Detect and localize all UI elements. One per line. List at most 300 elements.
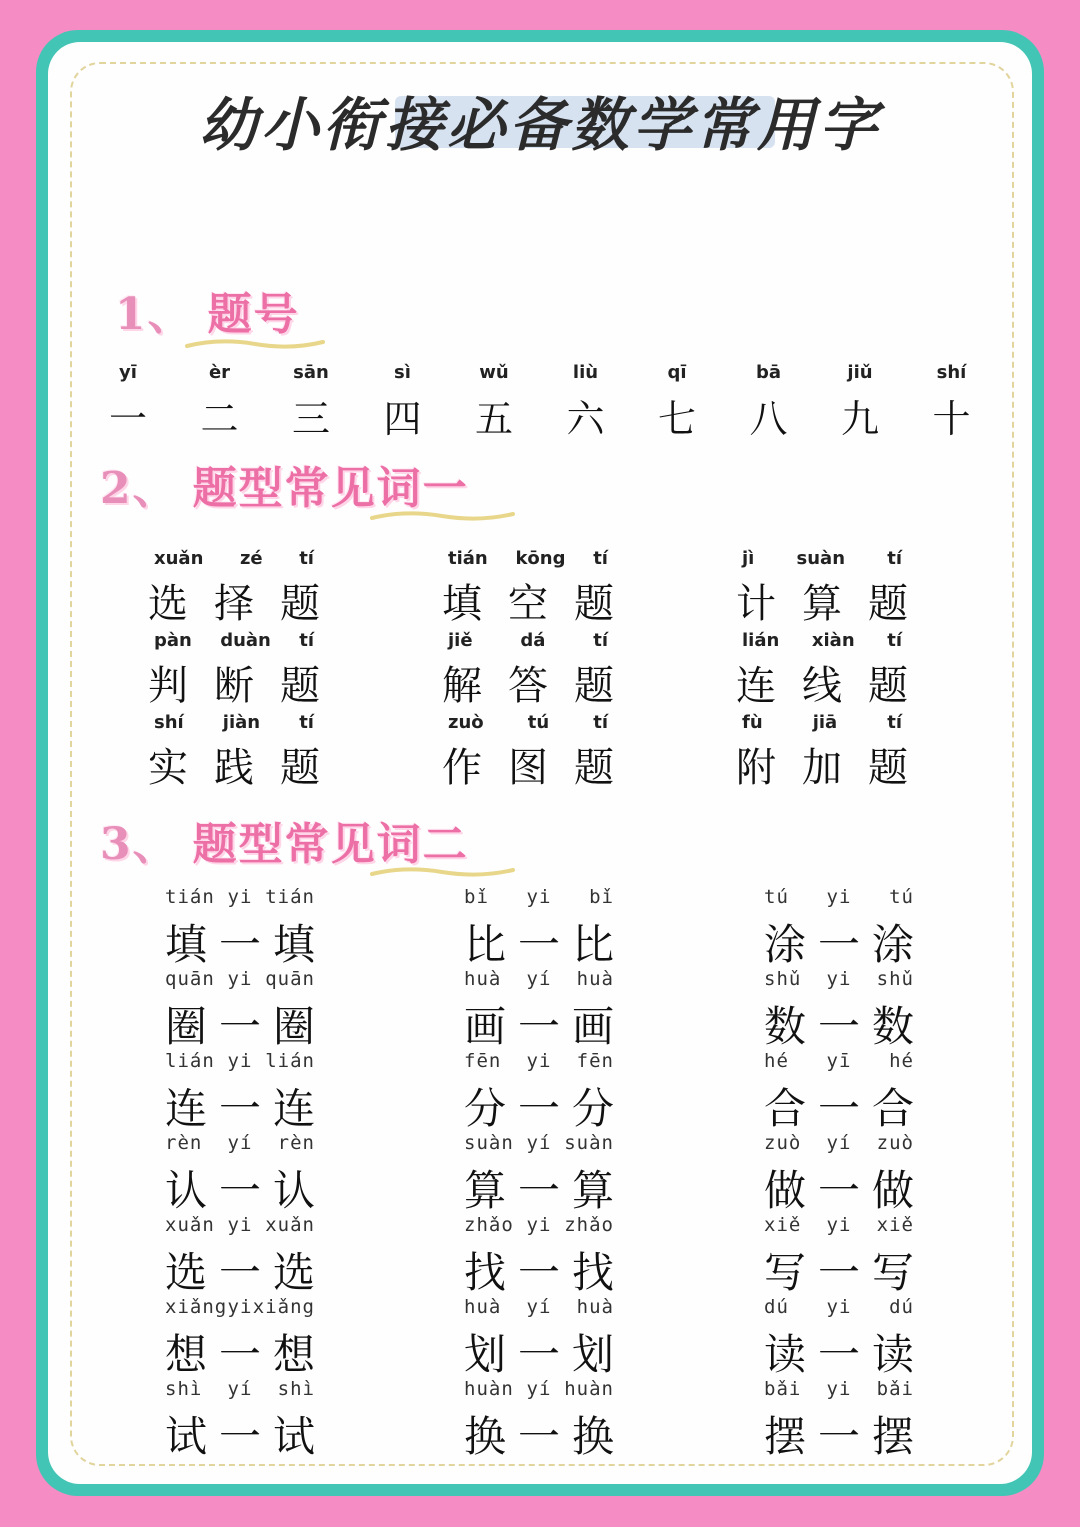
phrase-char: 数 — [764, 1002, 807, 1051]
phrase-char: 写 — [764, 1248, 807, 1297]
phrase-item — [464, 1214, 614, 1300]
word-item — [736, 548, 908, 629]
phrase-pinyin: yi — [826, 1214, 852, 1236]
phrase-pinyin: bǐ — [589, 886, 614, 908]
number-char: 九 — [840, 397, 879, 441]
phrase-pinyin-row — [464, 1296, 614, 1322]
phrase-char: 找 — [464, 1248, 507, 1297]
phrase-pinyin: tián — [265, 886, 315, 908]
phrase-item — [165, 1378, 315, 1464]
number-cell — [454, 362, 534, 443]
word-pinyin-row — [736, 548, 908, 572]
phrase-pinyin: fēn — [464, 1050, 502, 1072]
phrase-item — [165, 886, 315, 972]
section-2-number: 2、 — [100, 463, 179, 514]
phrase-char: 认 — [272, 1166, 315, 1215]
phrase-item — [464, 1378, 614, 1464]
phrase-item — [464, 968, 614, 1054]
phrase-char-row — [464, 1240, 614, 1300]
word-pinyin: lián — [742, 630, 780, 651]
phrase-pinyin: yí — [526, 968, 552, 990]
word-char: 择 — [214, 581, 254, 627]
phrase-pinyin: huà — [576, 1296, 614, 1318]
number-pinyin: bā — [755, 362, 782, 383]
word-item — [148, 548, 320, 629]
phrase-pinyin: huà — [464, 968, 502, 990]
phrase-char: 圈 — [165, 1002, 208, 1051]
phrase-pinyin: yi — [826, 968, 852, 990]
phrase-char: 画 — [571, 1002, 614, 1051]
number-cell — [546, 362, 626, 443]
phrase-char-row — [464, 1404, 614, 1464]
phrase-char: 一 — [517, 1166, 560, 1215]
phrase-pinyin-row — [165, 1132, 315, 1158]
phrase-char-row — [464, 1322, 614, 1382]
phrase-char-row — [165, 912, 315, 972]
number-cell — [729, 362, 809, 443]
word-pinyin-row — [148, 712, 320, 736]
phrase-item — [165, 1214, 315, 1300]
word-char: 实 — [148, 745, 188, 791]
word-pinyin: zé — [239, 548, 263, 569]
word-char-row — [736, 736, 908, 793]
word-pinyin: shí — [154, 712, 184, 733]
phrase-char-row — [165, 994, 315, 1054]
phrase-pinyin-row — [464, 1050, 614, 1076]
word-pinyin-row — [736, 712, 908, 736]
phrase-pinyin: shì — [165, 1378, 203, 1400]
phrase-item — [764, 1132, 914, 1218]
word-pinyin: tí — [887, 548, 902, 569]
word-char: 题 — [280, 581, 320, 627]
phrase-pinyin: xiě — [876, 1214, 914, 1236]
phrase-char: 数 — [871, 1002, 914, 1051]
number-cell — [271, 362, 351, 443]
phrase-pinyin: yi — [227, 1214, 253, 1236]
phrase-pinyin: hé — [764, 1050, 789, 1072]
phrase-pinyin: yi — [227, 1050, 253, 1072]
phrase-pinyin-row — [764, 1214, 914, 1240]
phrase-pinyin: yi — [826, 1378, 852, 1400]
number-pinyin: sì — [394, 362, 411, 383]
phrase-pinyin-row — [764, 1050, 914, 1076]
phrase-char-row — [464, 1158, 614, 1218]
word-item — [736, 630, 908, 711]
word-pinyin: pàn — [154, 630, 192, 651]
phrase-char: 一 — [218, 920, 261, 969]
phrase-char: 选 — [165, 1248, 208, 1297]
word-item — [442, 712, 614, 793]
page-title: 幼小衔接必备数学常用字 — [198, 91, 881, 159]
word-char: 断 — [214, 663, 254, 709]
phrase-char: 一 — [517, 920, 560, 969]
phrase-pinyin: yi — [227, 1296, 253, 1318]
phrase-char-row — [464, 912, 614, 972]
word-pinyin: tí — [593, 548, 608, 569]
phrase-char: 涂 — [764, 920, 807, 969]
phrase-pinyin: zhǎo — [564, 1214, 614, 1236]
phrase-char: 一 — [517, 1084, 560, 1133]
phrase-char: 一 — [817, 1330, 860, 1379]
phrase-pinyin-row — [464, 1378, 614, 1404]
phrase-item — [764, 1296, 914, 1382]
phrase-char: 画 — [464, 1002, 507, 1051]
phrase-char: 试 — [272, 1412, 315, 1461]
phrase-pinyin: zuò — [876, 1132, 914, 1154]
phrase-pinyin: yí — [526, 1296, 552, 1318]
phrase-char: 选 — [272, 1248, 315, 1297]
phrase-char-row — [165, 1240, 315, 1300]
word-pinyin: xiàn — [811, 630, 855, 651]
phrase-pinyin: bǎi — [876, 1378, 914, 1400]
word-pinyin: tián — [448, 548, 488, 569]
phrase-item — [464, 886, 614, 972]
phrase-item — [165, 1132, 315, 1218]
number-cell — [637, 362, 717, 443]
number-cell — [820, 362, 900, 443]
number-cell — [912, 362, 992, 443]
number-char: 三 — [291, 397, 330, 441]
phrase-char-row — [464, 994, 614, 1054]
word-char: 连 — [736, 663, 776, 709]
number-cell — [180, 362, 260, 443]
word-char-row — [736, 572, 908, 629]
word-char: 作 — [442, 745, 482, 791]
section-2-label: 题型常见词一 — [192, 463, 469, 514]
phrase-char: 一 — [218, 1248, 261, 1297]
phrase-item — [165, 1296, 315, 1382]
word-char: 题 — [868, 745, 908, 791]
phrase-char: 想 — [165, 1330, 208, 1379]
phrase-char-row — [764, 1076, 914, 1136]
phrase-char: 合 — [871, 1084, 914, 1133]
word-pinyin: tí — [299, 548, 314, 569]
word-char: 空 — [508, 581, 548, 627]
word-char: 选 — [148, 581, 188, 627]
phrase-char: 换 — [571, 1412, 614, 1461]
phrase-pinyin-row — [165, 1296, 315, 1322]
phrase-pinyin-row — [464, 1132, 614, 1158]
word-item — [736, 712, 908, 793]
phrase-char: 连 — [272, 1084, 315, 1133]
word-char-row — [442, 736, 614, 793]
phrase-char: 一 — [517, 1002, 560, 1051]
phrase-char: 一 — [517, 1412, 560, 1461]
phrase-char: 找 — [571, 1248, 614, 1297]
phrase-char: 填 — [165, 920, 208, 969]
number-pinyin: qī — [667, 362, 687, 383]
section-3-label: 题型常见词二 — [192, 819, 469, 870]
word-char: 算 — [802, 581, 842, 627]
phrase-item — [464, 1132, 614, 1218]
phrase-pinyin: yi — [826, 886, 852, 908]
phrase-char: 一 — [517, 1248, 560, 1297]
phrase-item — [764, 886, 914, 972]
phrase-pinyin: yi — [526, 1214, 552, 1236]
word-char: 附 — [736, 745, 776, 791]
word-pinyin: tí — [887, 630, 902, 651]
phrase-char: 一 — [218, 1330, 261, 1379]
number-pinyin: sān — [293, 362, 329, 383]
phrase-char: 做 — [871, 1166, 914, 1215]
phrase-char: 一 — [817, 1084, 860, 1133]
phrase-char: 摆 — [871, 1412, 914, 1461]
phrase-pinyin-row — [464, 886, 614, 912]
phrase-pinyin: zuò — [764, 1132, 802, 1154]
word-char: 践 — [214, 745, 254, 791]
phrase-item — [165, 968, 315, 1054]
word-pinyin: jì — [742, 548, 755, 569]
phrase-item — [764, 1214, 914, 1300]
phrase-pinyin: xiě — [764, 1214, 802, 1236]
phrase-char: 想 — [272, 1330, 315, 1379]
phrase-char: 写 — [871, 1248, 914, 1297]
phrase-pinyin: rèn — [277, 1132, 315, 1154]
number-char: 四 — [383, 397, 422, 441]
phrase-pinyin-row — [165, 968, 315, 994]
phrase-char: 比 — [464, 920, 507, 969]
word-item — [148, 712, 320, 793]
phrase-pinyin: bǎi — [764, 1378, 802, 1400]
number-char: 八 — [749, 397, 788, 441]
word-char: 线 — [802, 663, 842, 709]
phrase-pinyin-row — [464, 968, 614, 994]
phrase-char: 一 — [817, 1248, 860, 1297]
word-pinyin: tí — [299, 630, 314, 651]
phrase-pinyin-row — [764, 1132, 914, 1158]
phrase-char: 圈 — [272, 1002, 315, 1051]
word-pinyin: tí — [593, 630, 608, 651]
number-pinyin: liù — [572, 362, 599, 383]
phrase-pinyin: shǔ — [764, 968, 802, 990]
word-char: 题 — [868, 663, 908, 709]
phrase-char: 一 — [218, 1412, 261, 1461]
word-pinyin: fù — [742, 712, 763, 733]
phrase-char: 做 — [764, 1166, 807, 1215]
phrase-char: 合 — [764, 1084, 807, 1133]
word-pinyin: zuò — [448, 712, 484, 733]
phrase-pinyin-row — [764, 886, 914, 912]
phrase-char: 一 — [218, 1166, 261, 1215]
phrase-item — [764, 968, 914, 1054]
phrase-char: 摆 — [764, 1412, 807, 1461]
phrase-pinyin-row — [764, 1296, 914, 1322]
phrase-pinyin: huà — [576, 968, 614, 990]
section-1-number: 1、 — [115, 289, 194, 340]
phrase-char: 换 — [464, 1412, 507, 1461]
word-char: 题 — [574, 581, 614, 627]
section-3-underline — [370, 864, 515, 880]
number-pinyin: èr — [208, 362, 231, 383]
phrase-char-row — [165, 1158, 315, 1218]
word-char: 图 — [508, 745, 548, 791]
phrase-char: 涂 — [871, 920, 914, 969]
word-char: 加 — [802, 745, 842, 791]
phrase-pinyin: yí — [526, 1378, 552, 1400]
word-char: 题 — [574, 745, 614, 791]
section-2-title — [100, 452, 469, 516]
phrase-char-row — [764, 1158, 914, 1218]
word-char: 填 — [442, 581, 482, 627]
phrase-pinyin: quān — [265, 968, 315, 990]
phrase-char: 读 — [871, 1330, 914, 1379]
phrase-pinyin: lián — [265, 1050, 315, 1072]
phrase-char: 分 — [464, 1084, 507, 1133]
number-char: 二 — [200, 397, 239, 441]
phrase-pinyin: yi — [826, 1296, 852, 1318]
word-pinyin: jiàn — [222, 712, 261, 733]
phrase-char: 一 — [817, 1002, 860, 1051]
word-item — [148, 630, 320, 711]
phrase-char: 一 — [817, 1166, 860, 1215]
word-pinyin: duàn — [220, 630, 271, 651]
word-char: 解 — [442, 663, 482, 709]
phrase-char: 划 — [464, 1330, 507, 1379]
phrase-char: 划 — [571, 1330, 614, 1379]
number-pinyin: jiǔ — [847, 362, 873, 383]
phrase-char: 认 — [165, 1166, 208, 1215]
phrase-char-row — [165, 1076, 315, 1136]
phrase-pinyin: xiǎng — [165, 1296, 228, 1318]
phrase-char-row — [165, 1322, 315, 1382]
word-char-row — [148, 736, 320, 793]
word-char: 题 — [280, 745, 320, 791]
word-pinyin: xuǎn — [154, 548, 204, 569]
phrase-char: 一 — [817, 920, 860, 969]
phrase-item — [764, 1378, 914, 1464]
phrase-pinyin: quān — [165, 968, 215, 990]
phrase-pinyin: suàn — [464, 1132, 514, 1154]
phrase-pinyin: shǔ — [876, 968, 914, 990]
phrase-pinyin: dú — [764, 1296, 789, 1318]
phrase-pinyin: lián — [165, 1050, 215, 1072]
phrase-char: 比 — [571, 920, 614, 969]
phrase-char: 读 — [764, 1330, 807, 1379]
number-char: 一 — [108, 397, 147, 441]
phrase-char: 一 — [517, 1330, 560, 1379]
section-3-title — [100, 808, 469, 872]
number-cell — [88, 362, 168, 443]
word-item — [442, 630, 614, 711]
word-char: 题 — [868, 581, 908, 627]
phrase-pinyin-row — [464, 1214, 614, 1240]
phrase-pinyin: yi — [227, 968, 253, 990]
phrase-pinyin: tú — [889, 886, 914, 908]
word-pinyin-row — [148, 548, 320, 572]
phrase-char: 一 — [817, 1412, 860, 1461]
phrase-char-row — [764, 1404, 914, 1464]
phrase-pinyin: bǐ — [464, 886, 489, 908]
phrase-char: 一 — [218, 1002, 261, 1051]
section-1-label: 题号 — [207, 289, 300, 340]
number-char: 七 — [657, 397, 696, 441]
phrase-pinyin: shì — [277, 1378, 315, 1400]
phrase-char-row — [165, 1404, 315, 1464]
phrase-pinyin-row — [764, 1378, 914, 1404]
phrase-pinyin: yí — [227, 1132, 253, 1154]
word-char-row — [148, 654, 320, 711]
word-pinyin: tí — [299, 712, 314, 733]
phrase-pinyin: rèn — [165, 1132, 203, 1154]
word-char-row — [442, 572, 614, 629]
section-1-underline — [185, 336, 325, 352]
section-3-number: 3、 — [100, 819, 179, 870]
word-pinyin-row — [442, 548, 614, 572]
phrase-char: 算 — [464, 1166, 507, 1215]
word-char: 题 — [280, 663, 320, 709]
phrase-pinyin: suàn — [564, 1132, 614, 1154]
word-char: 答 — [508, 663, 548, 709]
phrase-item — [464, 1296, 614, 1382]
phrase-char-row — [764, 1240, 914, 1300]
phrase-pinyin: tián — [165, 886, 215, 908]
phrase-char-row — [464, 1076, 614, 1136]
number-pinyin: shí — [936, 362, 967, 383]
phrase-char-row — [764, 912, 914, 972]
word-pinyin-row — [148, 630, 320, 654]
word-pinyin: tí — [593, 712, 608, 733]
phrase-pinyin: huàn — [464, 1378, 514, 1400]
phrase-pinyin-row — [165, 1378, 315, 1404]
number-char: 十 — [932, 397, 971, 441]
phrase-pinyin: yī — [826, 1050, 852, 1072]
phrase-char: 填 — [272, 920, 315, 969]
word-pinyin: kōng — [515, 548, 566, 569]
number-char: 六 — [566, 397, 605, 441]
phrase-item — [464, 1050, 614, 1136]
word-char: 判 — [148, 663, 188, 709]
number-pinyin: wǔ — [479, 362, 509, 383]
phrase-pinyin: hé — [889, 1050, 914, 1072]
word-pinyin: dá — [520, 630, 546, 651]
number-pinyin: yī — [119, 362, 137, 383]
number-cell — [363, 362, 443, 443]
phrase-char-row — [764, 994, 914, 1054]
phrase-pinyin: xuǎn — [165, 1214, 215, 1236]
word-pinyin: jiā — [812, 712, 838, 733]
phrase-pinyin: yi — [526, 1050, 552, 1072]
phrase-pinyin: yí — [526, 1132, 552, 1154]
word-char: 计 — [736, 581, 776, 627]
number-char: 五 — [474, 397, 513, 441]
phrase-item — [165, 1050, 315, 1136]
phrase-char: 算 — [571, 1166, 614, 1215]
word-pinyin: tú — [527, 712, 550, 733]
phrase-pinyin-row — [165, 886, 315, 912]
word-pinyin-row — [736, 630, 908, 654]
phrase-pinyin: xiǎng — [252, 1296, 315, 1318]
word-pinyin: jiě — [448, 630, 473, 651]
phrase-pinyin-row — [165, 1050, 315, 1076]
section-1-title — [115, 278, 300, 342]
phrase-pinyin-row — [165, 1214, 315, 1240]
phrase-pinyin: fēn — [576, 1050, 614, 1072]
phrase-char-row — [764, 1322, 914, 1382]
word-item — [442, 548, 614, 629]
phrase-pinyin: yí — [826, 1132, 852, 1154]
phrase-pinyin: yí — [227, 1378, 253, 1400]
phrase-pinyin: dú — [889, 1296, 914, 1318]
phrase-pinyin: tú — [764, 886, 789, 908]
section-2-underline — [370, 508, 515, 524]
phrase-pinyin: yi — [526, 886, 552, 908]
phrase-pinyin: huà — [464, 1296, 502, 1318]
word-char-row — [442, 654, 614, 711]
word-char-row — [736, 654, 908, 711]
phrase-pinyin: yi — [227, 886, 253, 908]
phrase-char: 试 — [165, 1412, 208, 1461]
word-char-row — [148, 572, 320, 629]
